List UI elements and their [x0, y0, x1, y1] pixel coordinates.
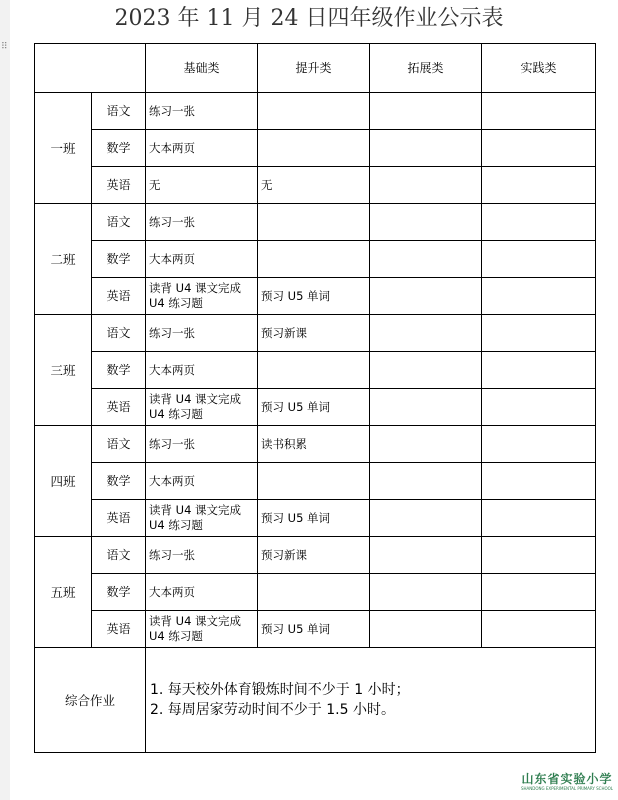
cell-improve[interactable] [258, 130, 370, 167]
table-row [35, 426, 596, 463]
cell-improve[interactable]: 预习 U5 单词 [258, 500, 370, 537]
table-drag-handle-icon[interactable]: ⠿ [1, 42, 8, 52]
cell-basic[interactable]: 大本两页 [146, 574, 258, 611]
cell-practice[interactable] [482, 574, 596, 611]
cell-improve[interactable]: 预习新课 [258, 315, 370, 352]
cell-basic[interactable]: 大本两页 [146, 352, 258, 389]
cell-basic[interactable]: 读背 U4 课文完成 U4 练习题 [146, 278, 258, 315]
summary-line: 2. 每周居家劳动时间不少于 1.5 小时。 [150, 702, 395, 718]
table-row [35, 389, 596, 426]
cell-basic[interactable]: 读背 U4 课文完成 U4 练习题 [146, 611, 258, 648]
cell-basic[interactable]: 练习一张 [146, 315, 258, 352]
cell-expand[interactable] [370, 278, 482, 315]
subject-cell: 英语 [92, 167, 146, 204]
subject-cell: 语文 [92, 204, 146, 241]
table-row [35, 167, 596, 204]
summary-row [35, 648, 596, 753]
subject-cell: 数学 [92, 463, 146, 500]
table-row [35, 463, 596, 500]
cell-expand[interactable] [370, 93, 482, 130]
subject-cell: 语文 [92, 93, 146, 130]
table-row [35, 93, 596, 130]
cell-basic[interactable]: 读背 U4 课文完成 U4 练习题 [146, 389, 258, 426]
cell-expand[interactable] [370, 130, 482, 167]
cell-basic[interactable]: 练习一张 [146, 93, 258, 130]
cell-basic[interactable]: 无 [146, 167, 258, 204]
table-row [35, 130, 596, 167]
school-logo [520, 772, 614, 796]
cell-expand[interactable] [370, 574, 482, 611]
table-row [35, 315, 596, 352]
cell-expand[interactable] [370, 426, 482, 463]
table-row [35, 574, 596, 611]
table-row [35, 278, 596, 315]
table-row [35, 611, 596, 648]
cell-expand[interactable] [370, 315, 482, 352]
cell-expand[interactable] [370, 500, 482, 537]
class-name-cell: 一班 [35, 93, 92, 204]
cell-expand[interactable] [370, 204, 482, 241]
table-row [35, 352, 596, 389]
document-margin-strip [0, 0, 10, 800]
subject-cell: 语文 [92, 315, 146, 352]
cell-practice[interactable] [482, 241, 596, 278]
page-title: 2023 年 11 月 24 日四年级作业公示表 [114, 6, 504, 31]
cell-practice[interactable] [482, 352, 596, 389]
cell-improve[interactable] [258, 574, 370, 611]
subject-cell: 英语 [92, 500, 146, 537]
subject-cell: 英语 [92, 278, 146, 315]
cell-practice[interactable] [482, 278, 596, 315]
summary-content[interactable] [146, 648, 596, 753]
cell-improve[interactable] [258, 241, 370, 278]
header-practice: 实践类 [482, 44, 596, 93]
cell-basic[interactable]: 大本两页 [146, 130, 258, 167]
cell-basic[interactable]: 读背 U4 课文完成 U4 练习题 [146, 500, 258, 537]
cell-improve[interactable] [258, 93, 370, 130]
cell-basic[interactable]: 大本两页 [146, 463, 258, 500]
cell-improve[interactable]: 预习 U5 单词 [258, 389, 370, 426]
subject-cell: 英语 [92, 611, 146, 648]
cell-practice[interactable] [482, 426, 596, 463]
class-name-cell: 五班 [35, 537, 92, 648]
header-blank-cell [35, 44, 146, 93]
cell-practice[interactable] [482, 611, 596, 648]
cell-expand[interactable] [370, 611, 482, 648]
subject-cell: 英语 [92, 389, 146, 426]
class-name-cell: 三班 [35, 315, 92, 426]
cell-basic[interactable]: 练习一张 [146, 537, 258, 574]
cell-practice[interactable] [482, 204, 596, 241]
cell-practice[interactable] [482, 389, 596, 426]
class-name-cell: 四班 [35, 426, 92, 537]
table-row [35, 241, 596, 278]
subject-cell: 数学 [92, 130, 146, 167]
cell-practice[interactable] [482, 500, 596, 537]
header-improve: 提升类 [258, 44, 370, 93]
cell-practice[interactable] [482, 93, 596, 130]
summary-line: 1. 每天校外体育锻炼时间不少于 1 小时； [150, 682, 410, 698]
logo-name-cn: 山东省实验小学 [521, 772, 613, 786]
cell-improve[interactable] [258, 204, 370, 241]
subject-cell: 语文 [92, 426, 146, 463]
subject-cell: 数学 [92, 352, 146, 389]
cell-practice[interactable] [482, 537, 596, 574]
summary-label: 综合作业 [35, 648, 146, 753]
cell-improve[interactable]: 读书积累 [258, 426, 370, 463]
cell-expand[interactable] [370, 167, 482, 204]
cell-practice[interactable] [482, 167, 596, 204]
subject-cell: 数学 [92, 241, 146, 278]
cell-expand[interactable] [370, 537, 482, 574]
header-basic: 基础类 [146, 44, 258, 93]
table-row [35, 537, 596, 574]
class-name-cell: 二班 [35, 204, 92, 315]
table-row [35, 500, 596, 537]
cell-basic[interactable]: 练习一张 [146, 426, 258, 463]
subject-cell: 语文 [92, 537, 146, 574]
logo-name-en: SHANDONG EXPERIMENTAL PRIMARY SCHOOL [520, 786, 614, 791]
cell-practice[interactable] [482, 315, 596, 352]
table-row [35, 204, 596, 241]
cell-expand[interactable] [370, 463, 482, 500]
cell-expand[interactable] [370, 352, 482, 389]
cell-expand[interactable] [370, 389, 482, 426]
table-header-row [35, 44, 596, 93]
homework-table [34, 43, 596, 753]
cell-basic[interactable]: 练习一张 [146, 204, 258, 241]
cell-improve[interactable]: 预习 U5 单词 [258, 278, 370, 315]
cell-expand[interactable] [370, 241, 482, 278]
cell-improve[interactable]: 无 [258, 167, 370, 204]
cell-practice[interactable] [482, 463, 596, 500]
cell-basic[interactable]: 大本两页 [146, 241, 258, 278]
cell-improve[interactable]: 预习新课 [258, 537, 370, 574]
cell-improve[interactable]: 预习 U5 单词 [258, 611, 370, 648]
cell-practice[interactable] [482, 130, 596, 167]
header-expand: 拓展类 [370, 44, 482, 93]
subject-cell: 数学 [92, 574, 146, 611]
cell-improve[interactable] [258, 352, 370, 389]
cell-improve[interactable] [258, 463, 370, 500]
